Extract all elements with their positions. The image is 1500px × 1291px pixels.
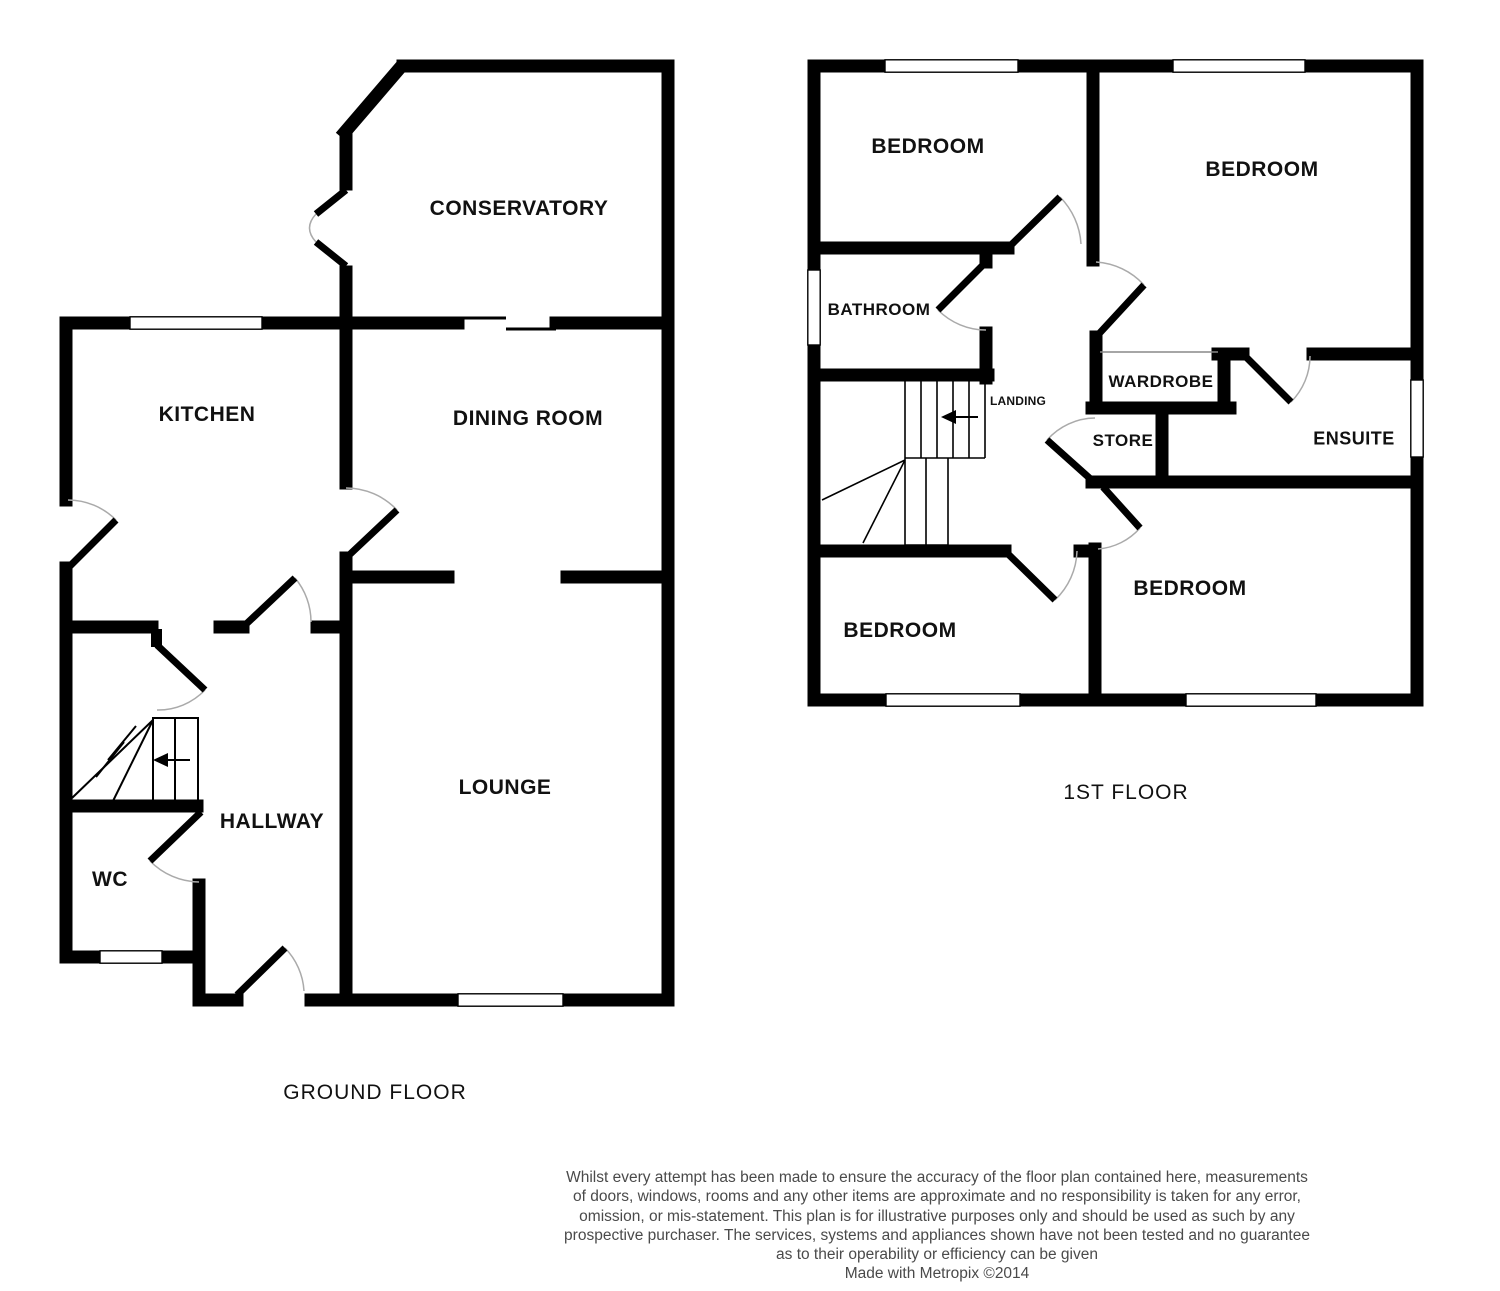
- room-label-hallway: HALLWAY: [219, 810, 325, 833]
- room-label-bedroom-bottom-left: BEDROOM: [843, 619, 957, 642]
- room-label-dining-room: DINING ROOM: [452, 407, 604, 430]
- room-label-kitchen: KITCHEN: [158, 403, 256, 426]
- first-floor-stairs: [822, 378, 985, 545]
- ground-floor-title: GROUND FLOOR: [283, 1081, 467, 1104]
- disclaimer-line: of doors, windows, rooms and any other items are approximate and no responsibility is taken for any error,: [572, 1188, 1301, 1206]
- room-label-ensuite: ENSUITE: [1313, 428, 1395, 449]
- ground-floor-sliding-door: [458, 318, 556, 329]
- room-label-store: STORE: [1092, 431, 1154, 450]
- disclaimer-line: as to their operability or efficiency can be given: [776, 1246, 1098, 1264]
- first-floor-title: 1ST FLOOR: [1063, 781, 1189, 804]
- disclaimer-text: [507, 1168, 1367, 1284]
- disclaimer-line: omission, or mis-statement. This plan is for illustrative purposes only and should be used as such by any: [579, 1207, 1295, 1225]
- disclaimer-line: prospective purchaser. The services, systems and appliances shown have not been tested and no guarantee: [564, 1226, 1310, 1244]
- room-label-bedroom-top-right: BEDROOM: [1205, 158, 1319, 181]
- room-label-bedroom-bottom-right: BEDROOM: [1133, 577, 1247, 600]
- room-label-bedroom-top-left: BEDROOM: [871, 135, 985, 158]
- room-label-landing: LANDING: [989, 394, 1047, 408]
- made-with-credit: Made with Metropix ©2014: [844, 1265, 1030, 1283]
- room-label-bathroom: BATHROOM: [827, 300, 931, 319]
- room-label-lounge: LOUNGE: [458, 776, 552, 799]
- ground-floor-stairs: [72, 718, 198, 803]
- room-label-conservatory: CONSERVATORY: [429, 197, 609, 220]
- room-label-wardrobe: WARDROBE: [1108, 372, 1214, 391]
- disclaimer-line: Whilst every attempt has been made to ensure the accuracy of the floor plan contained here, measurements: [566, 1169, 1308, 1186]
- room-label-wc: WC: [92, 868, 128, 891]
